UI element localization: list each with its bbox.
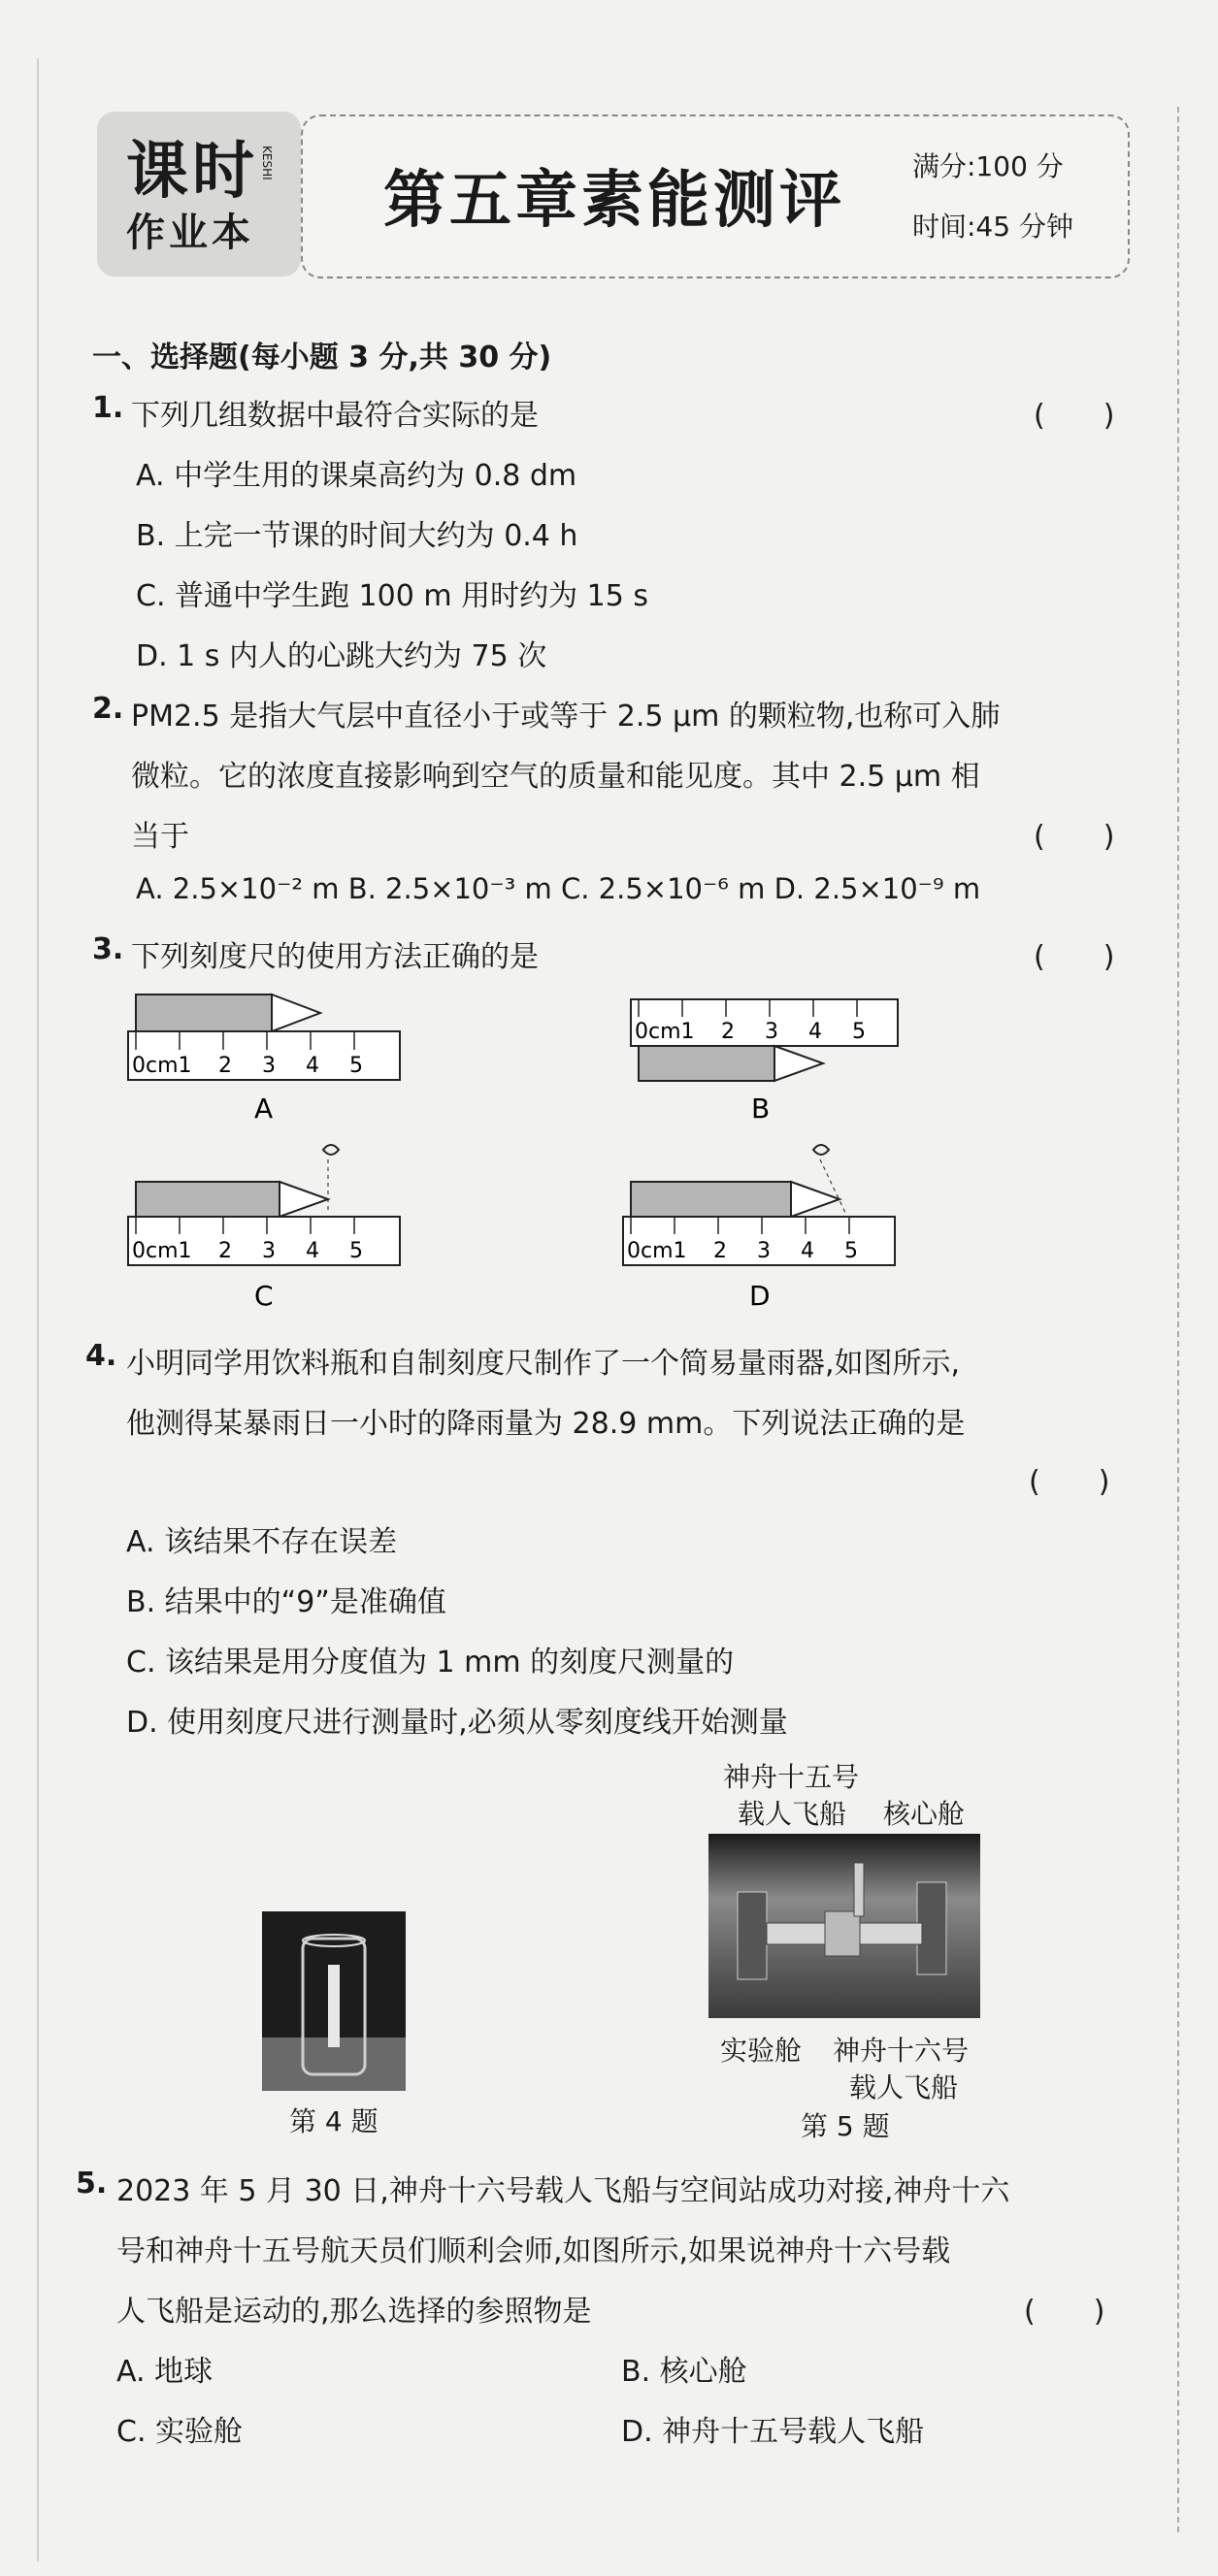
section-heading: 一、选择题(每小题 3 分,共 30 分) bbox=[92, 341, 552, 375]
ruler-c-label-0: 0cm1 bbox=[132, 1239, 192, 1263]
fig5-label-core-module: 核心舱 bbox=[883, 1798, 966, 1830]
caption-c: C bbox=[254, 1280, 274, 1312]
ruler-c-label-5: 5 bbox=[349, 1239, 363, 1263]
q5-option-d: D. 神舟十五号载人飞船 bbox=[621, 2415, 925, 2449]
q5-line2: 号和神舟十五号航天员们顺利会师,如图所示,如果说神舟十六号载 bbox=[116, 2234, 951, 2268]
q2-line1: PM2.5 是指大气层中直径小于或等于 2.5 μm 的颗粒物,也称可入肺 bbox=[131, 700, 1001, 734]
q5-line1: 2023 年 5 月 30 日,神舟十六号载人飞船与空间站成功对接,神舟十六 bbox=[116, 2174, 1010, 2208]
q1-option-d: D. 1 s 内人的心跳大约为 75 次 bbox=[136, 639, 547, 673]
fig4-caption: 第 4 题 bbox=[289, 2105, 379, 2137]
fig5-label-lab-module: 实验舱 bbox=[720, 2035, 803, 2067]
q4-line2: 他测得某暴雨日一小时的降雨量为 28.9 mm。下列说法正确的是 bbox=[126, 1407, 966, 1441]
q4-answer-paren: ( ) bbox=[1029, 1465, 1110, 1499]
q5-number: 5. bbox=[76, 2167, 108, 2201]
ruler-figure-c bbox=[128, 1145, 400, 1312]
ruler-b-label-4: 4 bbox=[808, 1020, 822, 1044]
fig5-label-shenzhou16-line1: 神舟十六号 bbox=[833, 2035, 970, 2067]
ruler-a-label-4: 4 bbox=[306, 1054, 319, 1078]
q2-number: 2. bbox=[92, 692, 124, 726]
q3-answer-paren: ( ) bbox=[1034, 940, 1115, 974]
ruler-figure-d bbox=[623, 1145, 895, 1312]
q4-line1: 小明同学用饮料瓶和自制刻度尺制作了一个简易量雨器,如图所示, bbox=[126, 1347, 961, 1381]
q1-number: 1. bbox=[92, 391, 124, 425]
ruler-d-label-2: 2 bbox=[713, 1239, 727, 1263]
logo-text-line2: 作业本 bbox=[126, 211, 254, 255]
q1-option-b: B. 上完一节课的时间大约为 0.4 h bbox=[136, 519, 578, 553]
q1-stem: 下列几组数据中最符合实际的是 bbox=[131, 399, 539, 433]
q2-line3: 当于 bbox=[131, 820, 189, 854]
fig5-label-shenzhou15-line1: 神舟十五号 bbox=[723, 1761, 860, 1793]
q2-line2: 微粒。它的浓度直接影响到空气的质量和能见度。其中 2.5 μm 相 bbox=[131, 760, 980, 794]
logo-tag: KESHI bbox=[260, 146, 274, 180]
ruler-c-label-3: 3 bbox=[262, 1239, 276, 1263]
q2-answer-paren: ( ) bbox=[1034, 820, 1115, 854]
ruler-b-label-5: 5 bbox=[852, 1020, 866, 1044]
q4-option-a: A. 该结果不存在误差 bbox=[126, 1525, 398, 1559]
ruler-d-label-5: 5 bbox=[844, 1239, 858, 1263]
fig5-label-shenzhou15-line2: 载人飞船 bbox=[738, 1798, 847, 1830]
q1-option-c: C. 普通中学生跑 100 m 用时约为 15 s bbox=[136, 579, 648, 613]
q5-answer-paren: ( ) bbox=[1024, 2295, 1105, 2329]
ruler-d-label-0: 0cm1 bbox=[627, 1239, 687, 1263]
ruler-a-label-3: 3 bbox=[262, 1054, 276, 1078]
caption-a: A bbox=[254, 1092, 274, 1125]
ruler-a-label-2: 2 bbox=[218, 1054, 232, 1078]
ruler-b-label-2: 2 bbox=[721, 1020, 735, 1044]
q5-option-b: B. 核心舱 bbox=[621, 2355, 747, 2389]
q5-option-a: A. 地球 bbox=[116, 2355, 214, 2389]
q4-option-b: B. 结果中的“9”是准确值 bbox=[126, 1585, 446, 1619]
q4-option-c: C. 该结果是用分度值为 1 mm 的刻度尺测量的 bbox=[126, 1646, 735, 1679]
ruler-figure-b bbox=[631, 999, 898, 1125]
time-limit: 时间:45 分钟 bbox=[912, 211, 1073, 243]
fig5-label-shenzhou16-line2: 载人飞船 bbox=[849, 2071, 959, 2103]
ruler-b-label-3: 3 bbox=[765, 1020, 778, 1044]
full-score: 满分:100 分 bbox=[912, 150, 1064, 182]
space-station-photo bbox=[708, 1834, 980, 2018]
fig5-caption: 第 5 题 bbox=[801, 2110, 890, 2142]
ruler-c-label-4: 4 bbox=[306, 1239, 319, 1263]
page-title: 第五章素能测评 bbox=[383, 165, 845, 237]
q4-number: 4. bbox=[85, 1339, 117, 1373]
ruler-a-label-5: 5 bbox=[349, 1054, 363, 1078]
ruler-d-label-4: 4 bbox=[801, 1239, 814, 1263]
ruler-a-label-0: 0cm1 bbox=[132, 1054, 192, 1078]
q4-option-d: D. 使用刻度尺进行测量时,必须从零刻度线开始测量 bbox=[126, 1706, 788, 1740]
caption-b: B bbox=[751, 1092, 771, 1125]
q5-line3: 人飞船是运动的,那么选择的参照物是 bbox=[116, 2295, 592, 2329]
q2-options: A. 2.5×10⁻² m B. 2.5×10⁻³ m C. 2.5×10⁻⁶ m D. 2.5×10⁻⁹ m bbox=[136, 872, 981, 905]
logo-text-line1: 课时 bbox=[126, 136, 258, 208]
q1-option-a: A. 中学生用的课桌高约为 0.8 dm bbox=[136, 459, 577, 493]
ruler-b-label-0: 0cm1 bbox=[635, 1020, 695, 1044]
rain-gauge-photo bbox=[262, 1911, 406, 2091]
caption-d: D bbox=[749, 1280, 771, 1312]
q5-option-c: C. 实验舱 bbox=[116, 2415, 244, 2449]
q1-answer-paren: ( ) bbox=[1034, 399, 1115, 433]
q3-stem: 下列刻度尺的使用方法正确的是 bbox=[131, 940, 539, 974]
q3-number: 3. bbox=[92, 932, 124, 966]
ruler-d-label-3: 3 bbox=[757, 1239, 771, 1263]
ruler-c-label-2: 2 bbox=[218, 1239, 232, 1263]
ruler-figure-a bbox=[128, 995, 400, 1125]
